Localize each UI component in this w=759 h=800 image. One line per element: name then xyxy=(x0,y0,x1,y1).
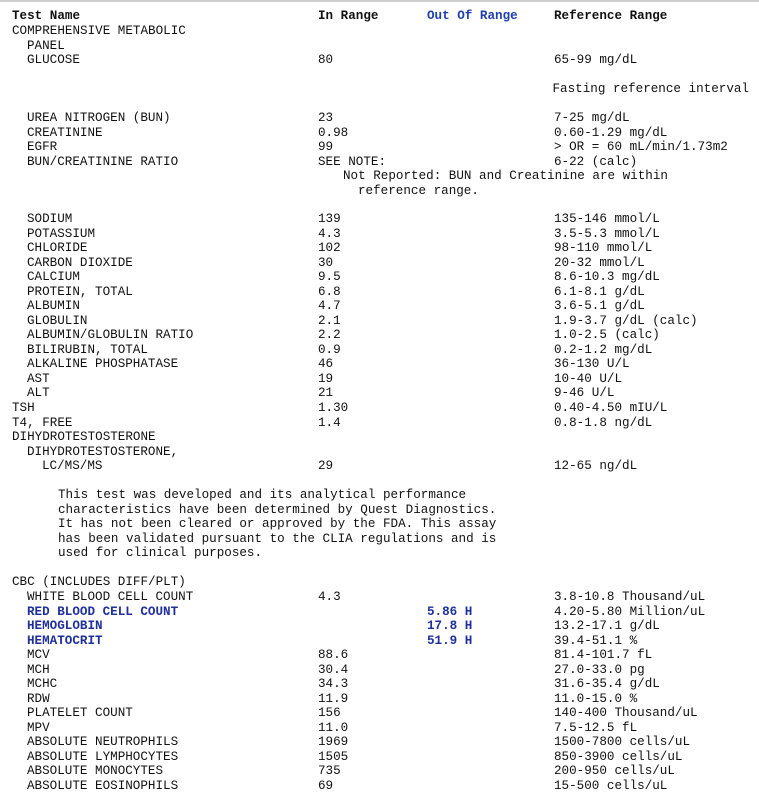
reference-range: 3.5-5.3 mmol/L xyxy=(554,226,660,241)
reference-range: 81.4-101.7 fL xyxy=(554,648,653,662)
reference-range: 39.4-51.1 % xyxy=(554,633,638,648)
result-row xyxy=(0,605,759,620)
result-row-dht xyxy=(0,459,759,474)
in-range-value: 80 xyxy=(318,53,334,67)
result-row xyxy=(0,212,759,227)
in-range-value: 4.7 xyxy=(318,299,341,313)
note-text: has been validated pursuant to the CLIA regulations and is xyxy=(58,531,497,546)
reference-range: 0.8-1.8 ng/dL xyxy=(554,415,653,430)
result-row xyxy=(0,126,759,141)
header-in-range: In Range xyxy=(318,9,379,23)
result-row-glucose xyxy=(0,53,759,68)
in-range-value: 102 xyxy=(318,241,341,255)
dht-subtitle-row xyxy=(0,445,759,460)
result-row xyxy=(0,227,759,242)
test-name: BILIRUBIN, TOTAL xyxy=(27,342,148,357)
note-text: reference range. xyxy=(358,183,479,198)
test-name: WHITE BLOOD CELL COUNT xyxy=(27,590,194,604)
panel-title-line1: COMPREHENSIVE METABOLIC xyxy=(12,24,186,38)
test-name: ABSOLUTE LYMPHOCYTES xyxy=(27,749,179,764)
out-of-range-value: 51.9 H xyxy=(427,633,473,648)
reference-range: 1500-7800 cells/uL xyxy=(554,735,691,749)
out-of-range-value: 17.8 H xyxy=(427,619,473,633)
dht-note-line xyxy=(0,517,759,532)
in-range-value: 99 xyxy=(318,140,334,154)
test-name: ALKALINE PHOSPHATASE xyxy=(27,357,179,371)
test-name: CARBON DIOXIDE xyxy=(27,255,133,270)
result-row xyxy=(0,155,759,170)
reference-range: 7-25 mg/dL xyxy=(554,111,630,125)
result-row xyxy=(0,328,759,343)
test-name: PLATELET COUNT xyxy=(27,706,133,720)
reference-range: 9-46 U/L xyxy=(554,386,615,400)
note-text: This test was developed and its analytical performance xyxy=(58,488,467,502)
result-row xyxy=(0,299,759,314)
reference-range: 140-400 Thousand/uL xyxy=(554,706,698,720)
in-range-value: 9.5 xyxy=(318,270,341,284)
in-range-value: 29 xyxy=(318,459,334,473)
panel-title-line2: PANEL xyxy=(27,38,65,53)
in-range-value: 139 xyxy=(318,212,341,226)
test-name: RED BLOOD CELL COUNT xyxy=(27,604,179,619)
in-range-value: 2.1 xyxy=(318,313,341,328)
reference-range: 200-950 cells/uL xyxy=(554,764,675,778)
reference-range: 65-99 mg/dL xyxy=(554,53,638,67)
in-range-value: 88.6 xyxy=(318,648,349,662)
in-range-value: 21 xyxy=(318,386,334,400)
result-row xyxy=(0,721,759,736)
bun-ratio-note-line2 xyxy=(0,184,759,199)
result-row xyxy=(0,750,759,765)
test-name: GLOBULIN xyxy=(27,313,88,328)
test-name: ABSOLUTE MONOCYTES xyxy=(27,764,164,778)
dht-note-line xyxy=(0,503,759,518)
dht-note-line xyxy=(0,546,759,561)
test-name: CALCIUM xyxy=(27,270,80,284)
reference-range: 1.9-3.7 g/dL (calc) xyxy=(554,313,698,328)
reference-range: 3.6-5.1 g/dL xyxy=(554,299,645,313)
in-range-value: 0.98 xyxy=(318,125,349,140)
reference-range: 11.0-15.0 % xyxy=(554,691,638,706)
in-range-value: SEE NOTE: xyxy=(318,154,387,169)
test-name: ABSOLUTE NEUTROPHILS xyxy=(27,735,179,749)
in-range-value: 1505 xyxy=(318,749,349,764)
in-range-value: 34.3 xyxy=(318,677,349,691)
result-row xyxy=(0,764,759,779)
test-name: ALBUMIN/GLOBULIN RATIO xyxy=(27,328,194,342)
reference-range: 13.2-17.1 g/dL xyxy=(554,619,660,633)
cbc-title-row xyxy=(0,575,759,590)
result-row xyxy=(0,372,759,387)
result-row xyxy=(0,140,759,155)
glucose-note-row xyxy=(0,82,759,97)
panel-title xyxy=(0,24,759,39)
in-range-value: 23 xyxy=(318,111,334,125)
test-name: MCV xyxy=(27,648,50,662)
in-range-value: 4.3 xyxy=(318,590,341,604)
header-test-name: Test Name xyxy=(12,9,81,23)
test-name: T4, FREE xyxy=(12,415,73,430)
test-name: MCH xyxy=(27,662,50,677)
in-range-value: 1.4 xyxy=(318,415,341,430)
result-row xyxy=(0,692,759,707)
test-name: CHLORIDE xyxy=(27,241,88,255)
dht-note-line xyxy=(0,532,759,547)
reference-range: 27.0-33.0 pg xyxy=(554,662,645,677)
in-range-value: 30 xyxy=(318,255,334,270)
top-border xyxy=(0,0,759,2)
reference-range: 850-3900 cells/uL xyxy=(554,749,683,764)
reference-range: 10-40 U/L xyxy=(554,371,623,386)
reference-range: 36-130 U/L xyxy=(554,357,630,371)
bun-ratio-note-line1 xyxy=(0,169,759,184)
test-method: LC/MS/MS xyxy=(42,459,103,473)
reference-range: 6.1-8.1 g/dL xyxy=(554,284,645,299)
test-name: MCHC xyxy=(27,677,58,691)
test-name: RDW xyxy=(27,691,50,706)
result-row xyxy=(0,314,759,329)
in-range-value: 2.2 xyxy=(318,328,341,342)
test-name: TSH xyxy=(12,401,35,415)
test-name: ABSOLUTE EOSINOPHILS xyxy=(27,778,179,793)
test-name: MPV xyxy=(27,720,50,735)
reference-range: 0.40-4.50 mIU/L xyxy=(554,401,668,415)
reference-range: 15-500 cells/uL xyxy=(554,778,668,793)
panel-title: CBC (INCLUDES DIFF/PLT) xyxy=(12,575,186,589)
result-row-t4-free xyxy=(0,416,759,431)
reference-range: 12-65 ng/dL xyxy=(554,459,638,473)
test-name: PROTEIN, TOTAL xyxy=(27,284,133,299)
result-row xyxy=(0,270,759,285)
reference-range: > OR = 60 mL/min/1.73m2 xyxy=(554,140,728,154)
reference-range: 0.60-1.29 mg/dL xyxy=(554,125,668,140)
reference-range: 8.6-10.3 mg/dL xyxy=(554,270,660,284)
panel-title-cont xyxy=(0,39,759,54)
header-reference-range: Reference Range xyxy=(554,9,668,23)
test-name: ALT xyxy=(27,386,50,400)
result-row xyxy=(0,285,759,300)
test-name: CREATININE xyxy=(27,125,103,140)
glucose-note: Fasting reference interval xyxy=(552,82,749,96)
result-row xyxy=(0,648,759,663)
result-row xyxy=(0,779,759,794)
reference-range: 4.20-5.80 Million/uL xyxy=(554,604,706,619)
reference-range: 98-110 mmol/L xyxy=(554,241,653,255)
in-range-value: 6.8 xyxy=(318,284,341,299)
test-name: GLUCOSE xyxy=(27,53,80,67)
note-text: used for clinical purposes. xyxy=(58,546,263,560)
result-row xyxy=(0,634,759,649)
note-text: It has not been cleared or approved by the FDA. This assay xyxy=(58,517,497,531)
result-row xyxy=(0,386,759,401)
column-header-row xyxy=(0,9,759,24)
in-range-value: 19 xyxy=(318,371,334,386)
test-name: BUN/CREATININE RATIO xyxy=(27,154,179,169)
reference-range: 6-22 (calc) xyxy=(554,154,638,169)
test-name: DIHYDROTESTOSTERONE, xyxy=(27,444,179,459)
out-of-range-value: 5.86 H xyxy=(427,604,473,619)
result-row xyxy=(0,357,759,372)
dht-title-row xyxy=(0,430,759,445)
in-range-value: 11.9 xyxy=(318,691,349,706)
result-row xyxy=(0,677,759,692)
in-range-value: 1969 xyxy=(318,735,349,749)
result-row xyxy=(0,735,759,750)
test-group-title: DIHYDROTESTOSTERONE xyxy=(12,430,156,444)
test-name: AST xyxy=(27,371,50,386)
test-name: HEMOGLOBIN xyxy=(27,619,103,633)
in-range-value: 69 xyxy=(318,778,334,793)
reference-range: 7.5-12.5 fL xyxy=(554,720,638,735)
result-row xyxy=(0,241,759,256)
dht-note-line xyxy=(0,488,759,503)
test-name: EGFR xyxy=(27,140,58,154)
reference-range: 3.8-10.8 Thousand/uL xyxy=(554,590,706,604)
test-name: POTASSIUM xyxy=(27,226,96,241)
in-range-value: 0.9 xyxy=(318,342,341,357)
result-row xyxy=(0,256,759,271)
reference-range: 0.2-1.2 mg/dL xyxy=(554,342,653,357)
header-out-of-range: Out Of Range xyxy=(427,9,518,23)
in-range-value: 735 xyxy=(318,764,341,778)
result-row xyxy=(0,590,759,605)
in-range-value: 11.0 xyxy=(318,720,349,735)
test-name: UREA NITROGEN (BUN) xyxy=(27,111,171,125)
result-row xyxy=(0,619,759,634)
test-name: ALBUMIN xyxy=(27,299,80,313)
in-range-value: 156 xyxy=(318,706,341,720)
test-name: SODIUM xyxy=(27,212,73,226)
reference-range: 20-32 mmol/L xyxy=(554,255,645,270)
result-row xyxy=(0,111,759,126)
note-text: Not Reported: BUN and Creatinine are within xyxy=(343,169,668,183)
in-range-value: 30.4 xyxy=(318,662,349,677)
reference-range: 31.6-35.4 g/dL xyxy=(554,677,660,691)
result-row xyxy=(0,663,759,678)
in-range-value: 1.30 xyxy=(318,401,349,415)
note-text: characteristics have been determined by Quest Diagnostics. xyxy=(58,502,497,517)
in-range-value: 4.3 xyxy=(318,226,341,241)
in-range-value: 46 xyxy=(318,357,334,371)
result-row xyxy=(0,343,759,358)
result-row-tsh xyxy=(0,401,759,416)
result-row xyxy=(0,706,759,721)
test-name: HEMATOCRIT xyxy=(27,633,103,648)
reference-range: 1.0-2.5 (calc) xyxy=(554,328,660,342)
reference-range: 135-146 mmol/L xyxy=(554,212,660,226)
